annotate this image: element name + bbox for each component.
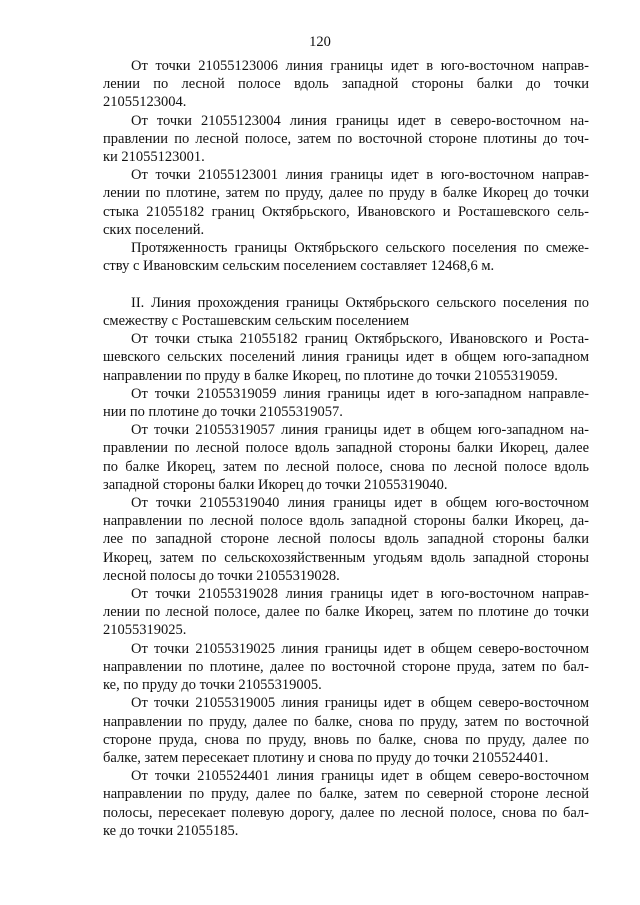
text-line: ки 21055123001. bbox=[103, 149, 205, 166]
paragraph bbox=[103, 585, 589, 640]
text-line: нии по плотине до точки 21055319057. bbox=[103, 404, 343, 421]
text-line: лее по западной стороне лесной полосы вдоль западной стороны балки bbox=[103, 531, 589, 548]
text-line: западной стороны балки Икорец до точки 21055319040. bbox=[103, 476, 448, 493]
text-line: От точки 21055123001 линия границы идет в юго-восточном направ- bbox=[131, 167, 589, 184]
text-line: правлении по лесной полосе вдоль западной стороны балки Икорец, далее bbox=[103, 440, 589, 457]
text-line: От точки 21055319028 линия границы идет в юго-восточном направ- bbox=[131, 586, 589, 603]
text-line: шевского сельских поселений линия границы идет в общем юго-западном bbox=[103, 349, 589, 366]
text-line: 21055123004. bbox=[103, 94, 187, 111]
paragraph bbox=[103, 166, 589, 239]
text-line: смежеству с Росташевским сельским поселением bbox=[103, 313, 409, 330]
text-line: От точки 21055319057 линия границы идет в общем юго-западном на- bbox=[131, 422, 589, 439]
text-line: балке, затем пересекает плотину и снова по пруду до точки 2105524401. bbox=[103, 749, 549, 766]
paragraph bbox=[103, 494, 589, 585]
text-line: От точки стыка 21055182 границ Октябрьского, Ивановского и Роста- bbox=[131, 331, 589, 348]
text-line: ству с Ивановским сельским поселением составляет 12468,6 м. bbox=[103, 258, 495, 275]
text-line: От точки 21055319040 линия границы идет в общем юго-восточном bbox=[131, 495, 589, 512]
text-line: Протяженность границы Октябрьского сельского поселения по смеже- bbox=[131, 240, 589, 257]
document-body bbox=[103, 57, 589, 840]
text-line: стыка 21055182 границ Октябрьского, Ивановского и Росташевского сель- bbox=[103, 203, 589, 220]
text-line: стороне пруда, снова по пруду, вновь по балке, снова по пруду, далее по bbox=[103, 731, 589, 748]
text-line: лении по лесной полосе, далее по балке Икорец, затем по плотине до точки bbox=[103, 604, 589, 621]
text-line: направлении по лесной полосе вдоль западной стороны балки Икорец, да- bbox=[103, 513, 589, 530]
paragraph bbox=[103, 239, 589, 275]
paragraph bbox=[103, 640, 589, 695]
paragraph bbox=[103, 694, 589, 767]
text-line: ке, по пруду до точки 21055319005. bbox=[103, 677, 322, 694]
text-line: От точки 2105524401 линия границы идет в общем северо-восточном bbox=[131, 768, 589, 785]
text-line: Икорец, затем по сельскохозяйственным угодьям вдоль западной стороны bbox=[103, 549, 589, 566]
paragraph bbox=[103, 385, 589, 421]
text-line: От точки 21055319059 линия границы идет в юго-западном направле- bbox=[131, 385, 589, 402]
text-line: От точки 21055123004 линия границы идет в северо-восточном на- bbox=[131, 112, 589, 129]
text-line: направлении по пруду в балке Икорец, по плотине до точки 21055319059. bbox=[103, 367, 558, 384]
text-line: лении по лесной полосе вдоль западной стороны балки до точки bbox=[103, 76, 589, 93]
paragraph bbox=[103, 330, 589, 385]
text-line: От точки 21055123006 линия границы идет в юго-восточном направ- bbox=[131, 58, 589, 74]
text-line: лесной полосы до точки 21055319028. bbox=[103, 567, 340, 584]
text-line: по балке Икорец, затем по лесной полосе, снова по лесной полосе вдоль bbox=[103, 458, 589, 475]
text-line: ских поселений. bbox=[103, 221, 205, 238]
text-line: правлении по лесной полосе, затем по восточной стороне плотины до точ- bbox=[103, 130, 589, 147]
text-line: От точки 21055319025 линия границы идет в общем северо-восточном bbox=[131, 640, 589, 657]
paragraph bbox=[103, 421, 589, 494]
text-line: направлении по плотине, далее по восточной стороне пруда, затем по бал- bbox=[103, 658, 589, 675]
paragraph bbox=[103, 112, 589, 167]
paragraph bbox=[103, 57, 589, 112]
text-line: II. Линия прохождения границы Октябрьского сельского поселения по bbox=[131, 294, 589, 311]
text-line: направлении по пруду, далее по балке, снова по пруду, затем по восточной bbox=[103, 713, 589, 730]
text-line: лении по плотине, затем по пруду, далее по пруду в балке Икорец до точки bbox=[103, 185, 589, 202]
text-line: От точки 21055319005 линия границы идет в общем северо-восточном bbox=[131, 695, 589, 712]
text-line: 21055319025. bbox=[103, 622, 187, 639]
paragraph bbox=[103, 767, 589, 840]
text-line: направлении по пруду, далее по балке, затем по северной стороне лесной bbox=[103, 786, 589, 803]
text-line: ке до точки 21055185. bbox=[103, 822, 239, 839]
page-number: 120 bbox=[309, 34, 331, 50]
text-line: полосы, пересекает полевую дорогу, далее по лесной полосе, снова по бал- bbox=[103, 804, 589, 821]
section-heading bbox=[103, 294, 589, 330]
